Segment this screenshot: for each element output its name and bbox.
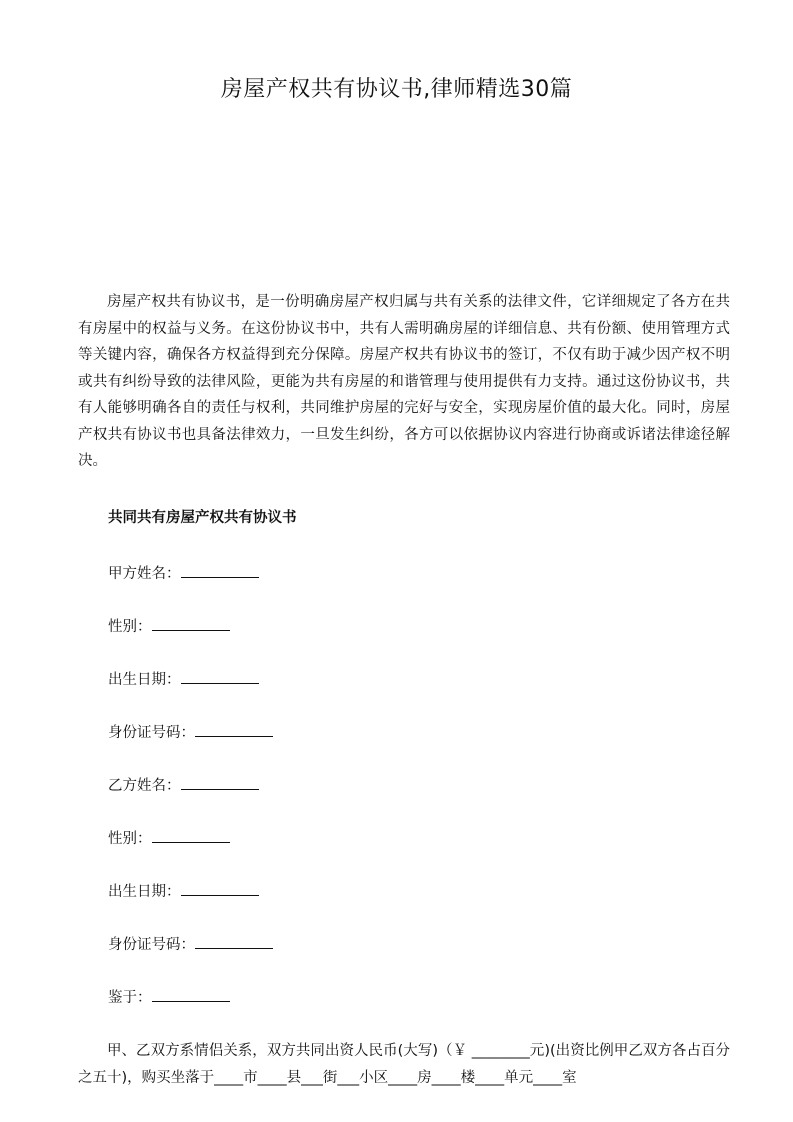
fill-in-blank	[195, 722, 273, 737]
intro-paragraph: 房屋产权共有协议书，是一份明确房屋产权归属与共有关系的法律文件，它详细规定了各方在共有房屋中的权益与义务。在这份协议书中，共有人需明确房屋的详细信息、共有份额、使用管理方式等关键内容，确保各方权益得到充分保障。房屋产权共有协议书的签订，不仅有助于减少因产权不明或共有纠纷导致的法律风险，更能为共有房屋的和谐管理与使用提供有力支持。通过这份协议书，共有人能够明确各自的责任与权利，共同维护房屋的完好与安全，实现房屋价值的最大化。同时，房屋产权共有协议书也具备法律效力，一旦发生纠纷，各方可以依据协议内容进行协商或诉诸法律途径解决。	[78, 294, 730, 469]
field-label: 性别：	[108, 831, 152, 847]
fill-in-blank	[195, 934, 273, 949]
agreement-body-paragraph: 甲、乙双方系情侣关系，双方共同出资人民币(大写)（￥ ________元)(出资比例甲乙双方各占百分之五十)，购买坐落于____市____县___街___小区____房____楼____单元____室	[78, 1043, 730, 1086]
party-a-id-number-field	[108, 721, 273, 742]
field-label: 身份证号码：	[108, 725, 195, 741]
field-label: 鉴于：	[108, 990, 152, 1006]
whereas-field	[108, 986, 230, 1007]
field-label: 身份证号码：	[108, 937, 195, 953]
document-title: 房屋产权共有协议书,律师精选30篇	[220, 77, 573, 102]
field-label: 出生日期：	[108, 672, 181, 688]
party-b-gender-field	[108, 827, 230, 848]
fill-in-blank	[152, 616, 230, 631]
party-b-name-field	[108, 774, 259, 795]
fill-in-blank	[181, 563, 259, 578]
fill-in-blank	[181, 775, 259, 790]
party-a-gender-field	[108, 615, 230, 636]
field-label: 出生日期：	[108, 884, 181, 900]
party-b-birthdate-field	[108, 880, 259, 901]
party-b-id-number-field	[108, 933, 273, 954]
party-a-birthdate-field	[108, 668, 259, 689]
field-label: 性别：	[108, 619, 152, 635]
fill-in-blank	[181, 669, 259, 684]
fill-in-blank	[152, 828, 230, 843]
section-heading: 共同共有房屋产权共有协议书	[108, 510, 297, 526]
fill-in-blank	[181, 881, 259, 896]
party-a-name-field	[108, 562, 259, 583]
field-label: 乙方姓名：	[108, 778, 181, 794]
fill-in-blank	[152, 987, 230, 1002]
field-label: 甲方姓名：	[108, 566, 181, 582]
